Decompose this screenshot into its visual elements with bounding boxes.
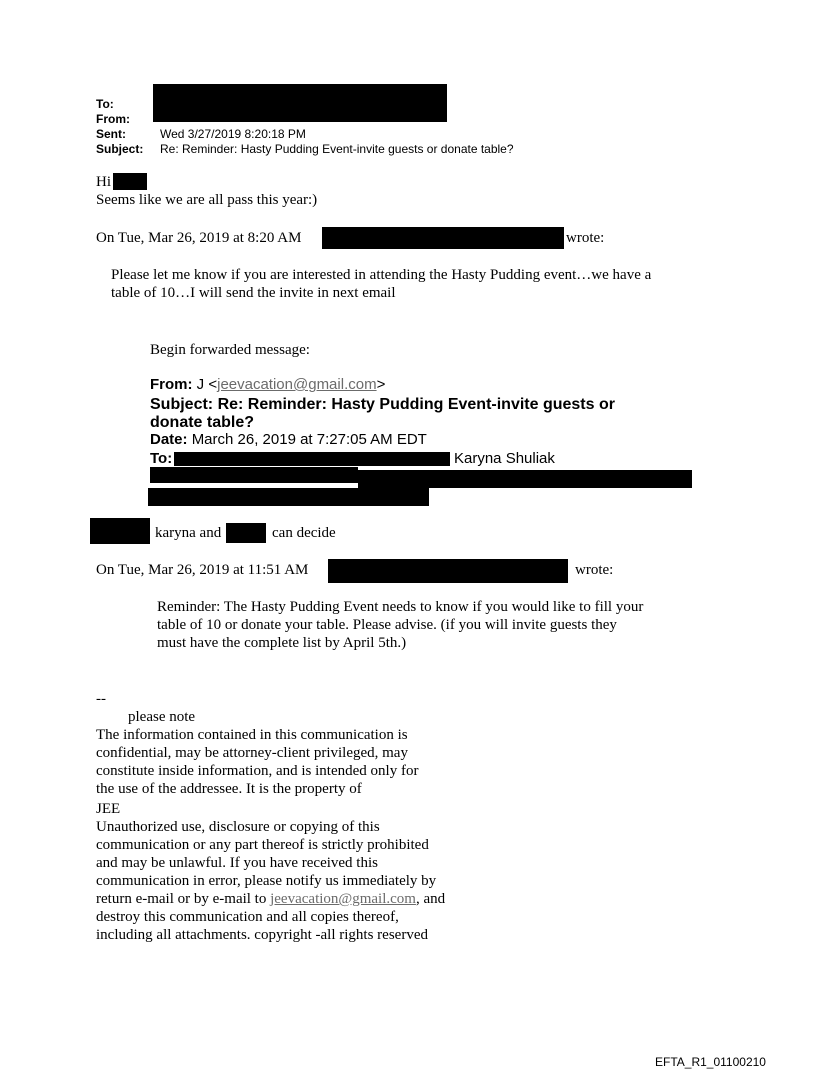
- subject-value: Re: Reminder: Hasty Pudding Event-invite guests or donate table?: [160, 142, 514, 156]
- to-label: To:: [96, 97, 114, 111]
- forwarded-subject-line2: donate table?: [150, 414, 255, 431]
- signature-line-4: the use of the addressee. It is the property of: [96, 781, 362, 797]
- quote2-line2: table of 10 or donate your table. Please advise. (if you will invite guests they: [157, 617, 617, 633]
- signature-line-5: JEE: [96, 801, 121, 817]
- redaction-forwarded-to-1: [174, 452, 450, 466]
- signature-dashes: --: [96, 691, 106, 707]
- quote2-intro: On Tue, Mar 26, 2019 at 11:51 AM: [96, 562, 309, 578]
- signature-line-11: including all attachments. copyright -all rights reserved: [96, 927, 428, 943]
- redaction-quote1-sender: [322, 227, 564, 249]
- quote1-wrote: wrote:: [566, 230, 605, 246]
- quote1-line2: table of 10…I will send the invite in next email: [111, 285, 396, 301]
- forwarded-subject-line1: Subject: Re: Reminder: Hasty Pudding Event-invite guests or: [150, 396, 615, 413]
- forwarded-to-name: Karyna Shuliak: [454, 450, 555, 467]
- quote1-intro: On Tue, Mar 26, 2019 at 8:20 AM: [96, 230, 302, 246]
- redaction-greeting-name: [113, 173, 147, 190]
- forwarded-to-label: To:: [150, 450, 173, 467]
- quote1-line1: Please let me know if you are interested in attending the Hasty Pudding event…we have a: [111, 267, 652, 283]
- signature-line-10: destroy this communication and all copies thereof,: [96, 909, 399, 925]
- subject-label: Subject:: [96, 142, 144, 156]
- redaction-quote2-sender: [328, 559, 568, 583]
- signature-line-2: confidential, may be attorney-client privileged, may: [96, 745, 408, 761]
- reply2-part1: karyna and: [155, 525, 222, 541]
- signature-line-3: constitute inside information, and is intended only for: [96, 763, 419, 779]
- redaction-forwarded-to-3: [358, 470, 692, 488]
- redaction-forwarded-to-4: [148, 488, 429, 506]
- signature-email-link[interactable]: jeevacation@gmail.com: [270, 891, 416, 907]
- signature-line-1: The information contained in this communication is: [96, 727, 408, 743]
- reply-line: Seems like we are all pass this year:): [96, 192, 318, 208]
- signature-line-9: communication in error, please notify us immediately by: [96, 873, 437, 889]
- sent-label: Sent:: [96, 127, 126, 141]
- redaction-reply2-1: [90, 518, 150, 544]
- signature-line-8: and may be unlawful. If you have received this: [96, 855, 378, 871]
- signature-line-6: Unauthorized use, disclosure or copying of this: [96, 819, 380, 835]
- forwarded-date: Date: March 26, 2019 at 7:27:05 AM EDT: [150, 431, 427, 448]
- quote2-line1: Reminder: The Hasty Pudding Event needs to know if you would like to fill your: [157, 599, 644, 615]
- sent-value: Wed 3/27/2019 8:20:18 PM: [160, 127, 306, 141]
- quote2-line3: must have the complete list by April 5th.): [157, 635, 407, 651]
- redaction-header: [153, 84, 447, 122]
- quote2-wrote: wrote:: [575, 562, 614, 578]
- redaction-forwarded-to-2: [150, 467, 358, 483]
- signature-note: please note: [128, 709, 196, 725]
- greeting: Hi: [96, 174, 111, 190]
- forwarded-from: From: J <jeevacation@gmail.com>: [150, 376, 386, 393]
- reply2-part2: can decide: [272, 525, 336, 541]
- from-label: From:: [96, 112, 130, 126]
- signature-email-line: return e-mail or by e-mail to jeevacation@gmail.com, and: [96, 891, 446, 907]
- forwarded-from-email[interactable]: jeevacation@gmail.com: [217, 376, 377, 393]
- document-id: EFTA_R1_01100210: [655, 1055, 766, 1069]
- redaction-reply2-2: [226, 523, 266, 543]
- signature-line-7: communication or any part thereof is strictly prohibited: [96, 837, 429, 853]
- forwarded-begin: Begin forwarded message:: [150, 342, 310, 358]
